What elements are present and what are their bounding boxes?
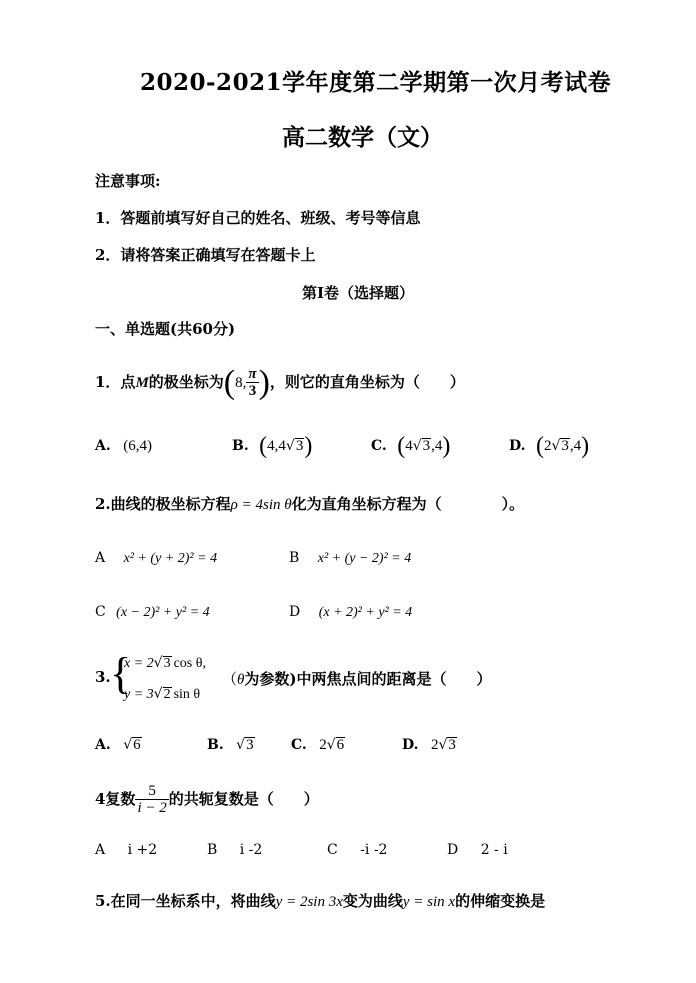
q1-opt-d-value: 2: [543, 438, 552, 454]
q2-eq: ρ = 4sin θ: [230, 497, 292, 513]
q1-opt-d-value-b: ,4: [569, 438, 582, 454]
volume-label: 第I卷（选择题）: [302, 284, 415, 302]
q3-opt-c-radical: √: [326, 737, 336, 753]
q4-opt-c-value: -i -2: [360, 842, 388, 858]
section-label: 一、单选题(共60分): [95, 320, 236, 338]
page-subtitle: 高二数学（文）: [282, 124, 443, 151]
q3-line-2: [124, 686, 200, 703]
q1-coord-a: 8,: [235, 375, 247, 391]
q2-opt-a-label: A: [95, 550, 106, 566]
q1-pi: π: [248, 366, 257, 382]
q3-brace: {: [110, 649, 132, 698]
q3-line2-root: 2: [163, 687, 171, 702]
q4-opt-a-label: A: [95, 842, 106, 858]
question-1: [95, 360, 465, 405]
q4-den: i − 2: [137, 800, 167, 816]
q3-option-b: [207, 737, 255, 754]
q3-opt-c-label: C.: [291, 737, 307, 753]
q3-opt-c-coef: 2: [319, 737, 327, 753]
q4-option-a: [95, 842, 157, 858]
q1-den: 3: [246, 382, 258, 399]
q4-option-b: [207, 842, 262, 858]
q1-option-a: [95, 438, 152, 455]
q1-opt-d-lparen: (: [535, 433, 544, 459]
notes-item-1: 1．答题前填写好自己的姓名、班级、考号等信息: [95, 209, 421, 227]
q1-opt-d-root: 3: [561, 438, 569, 454]
q1-mid: 的极坐标为: [148, 373, 224, 391]
q5-mid: 变为曲线: [342, 892, 403, 910]
page-title: 2020-2021学年度第二学期第一次月考试卷: [140, 69, 612, 96]
q3-line2-radical: √: [153, 686, 163, 702]
q1-prefix: 1．点: [95, 373, 136, 391]
q3-opt-c-root: 6: [336, 737, 345, 753]
q3-line-1: [124, 655, 206, 672]
q3-opt-a-radical: √: [123, 737, 133, 753]
q3-theta: θ: [237, 672, 245, 688]
q3-opt-d-coef: 2: [430, 737, 439, 753]
q3-line2-b: sin θ: [173, 687, 201, 702]
q2-option-a: [95, 550, 217, 567]
q3-opt-a-root: 6: [133, 737, 141, 753]
q4-opt-d-label: D: [447, 842, 459, 858]
question-5: [95, 890, 545, 911]
q4-opt-b-value: i -2: [239, 842, 263, 858]
q2-opt-b-label: B: [289, 550, 300, 566]
q2-prefix: 2.曲线的极坐标方程: [95, 495, 231, 513]
q3-open-paren: （: [222, 670, 238, 688]
q3-opt-d-label: D.: [402, 737, 419, 753]
q1-option-b: [232, 434, 312, 458]
q4-opt-b-label: B: [207, 842, 218, 858]
question-3-text: [222, 668, 492, 689]
q2-opt-b-eq: x² + (y − 2)² = 4: [317, 551, 412, 566]
q2-opt-d-label: D: [289, 604, 301, 620]
q3-line1-root: 3: [163, 656, 171, 671]
q3-opt-b-label: B.: [207, 737, 224, 753]
q1-opt-b-lparen: (: [259, 433, 268, 459]
q1-opt-d-rparen: ): [581, 433, 590, 459]
q3-number: 3.: [95, 668, 111, 686]
q1-opt-c-radical: √: [412, 438, 422, 454]
q3-option-d: [402, 737, 457, 754]
q3-opt-a-label: A.: [95, 737, 111, 753]
q4-opt-d-value: 2 - i: [480, 842, 508, 858]
q1-option-d: [509, 434, 589, 458]
q2-opt-d-eq: (x + 2)² + y² = 4: [318, 605, 413, 620]
q3-line1-a: x = 2: [124, 656, 154, 671]
q1-opt-c-rparen: ): [442, 433, 451, 459]
q1-option-c: [371, 434, 450, 458]
q5-suffix: 的伸缩变换是: [455, 892, 546, 910]
q1-opt-b-value: 4,4: [267, 438, 286, 454]
q1-opt-b-radical: √: [285, 438, 295, 454]
q1-opt-b-label: B.: [232, 438, 249, 454]
q5-eq1: y = 2sin 3x: [275, 894, 343, 910]
q1-suffix: ，则它的直角坐标为（ ）: [269, 373, 465, 391]
q1-opt-a-label: A.: [95, 438, 111, 454]
q1-right-paren: ): [258, 364, 270, 401]
q4-suffix: 的共轭复数是（ ）: [168, 790, 319, 808]
q4-option-d: [447, 842, 508, 858]
q2-suffix: 化为直角坐标方程为（ ）。: [291, 495, 525, 513]
q2-opt-c-eq: (x − 2)² + y² = 4: [116, 605, 210, 620]
q5-prefix: 5.在同一坐标系中，将曲线: [95, 892, 276, 910]
q2-option-d: [289, 604, 412, 621]
q4-prefix: 4复数: [95, 790, 136, 808]
question-4: [95, 778, 319, 820]
q1-opt-d-label: D.: [509, 438, 526, 454]
q2-opt-a-eq: x² + (y + 2)² = 4: [123, 551, 218, 566]
q4-fraction: [135, 784, 168, 816]
q3-opt-b-radical: √: [236, 737, 246, 753]
q3-line1-radical: √: [153, 655, 163, 671]
q1-left-paren: (: [223, 364, 236, 401]
q1-opt-c-value: 4: [405, 438, 413, 454]
q3-line1-b: cos θ,: [173, 656, 206, 671]
q3-opt-b-root: 3: [246, 737, 254, 753]
q2-option-c: [95, 604, 210, 621]
q3-option-a: [95, 737, 142, 754]
q1-opt-c-value-b: ,4: [431, 438, 443, 454]
q3-suffix: 为参数)中两焦点间的距离是（ ）: [244, 670, 492, 688]
q1-opt-b-root: 3: [295, 438, 304, 454]
q1-opt-c-lparen: (: [397, 433, 406, 459]
question-2: [95, 493, 524, 514]
q2-option-b: [289, 550, 411, 567]
q1-opt-d-radical: √: [551, 438, 561, 454]
q3-option-c: [291, 737, 345, 754]
q1-opt-c-label: C.: [371, 438, 387, 454]
q1-fraction: [246, 367, 258, 399]
notes-heading: 注意事项:: [95, 172, 161, 190]
q5-eq2: y = sin x: [402, 894, 456, 910]
q4-opt-c-label: C: [327, 842, 338, 858]
q1-var: M: [135, 375, 149, 391]
q3-opt-d-root: 3: [448, 737, 456, 753]
q4-opt-a-value: i +2: [127, 842, 158, 858]
notes-item-2: 2．请将答案正确填写在答题卡上: [95, 246, 316, 264]
q2-opt-c-label: C: [95, 604, 106, 620]
q3-opt-d-radical: √: [438, 737, 448, 753]
q1-opt-b-rparen: ): [304, 433, 313, 459]
q1-opt-a-value: (6,4): [123, 438, 152, 454]
q3-line2-a: y = 3: [124, 687, 154, 702]
q4-num: 5: [148, 783, 156, 799]
q4-option-c: [327, 842, 387, 858]
q1-opt-c-root: 3: [422, 438, 431, 454]
